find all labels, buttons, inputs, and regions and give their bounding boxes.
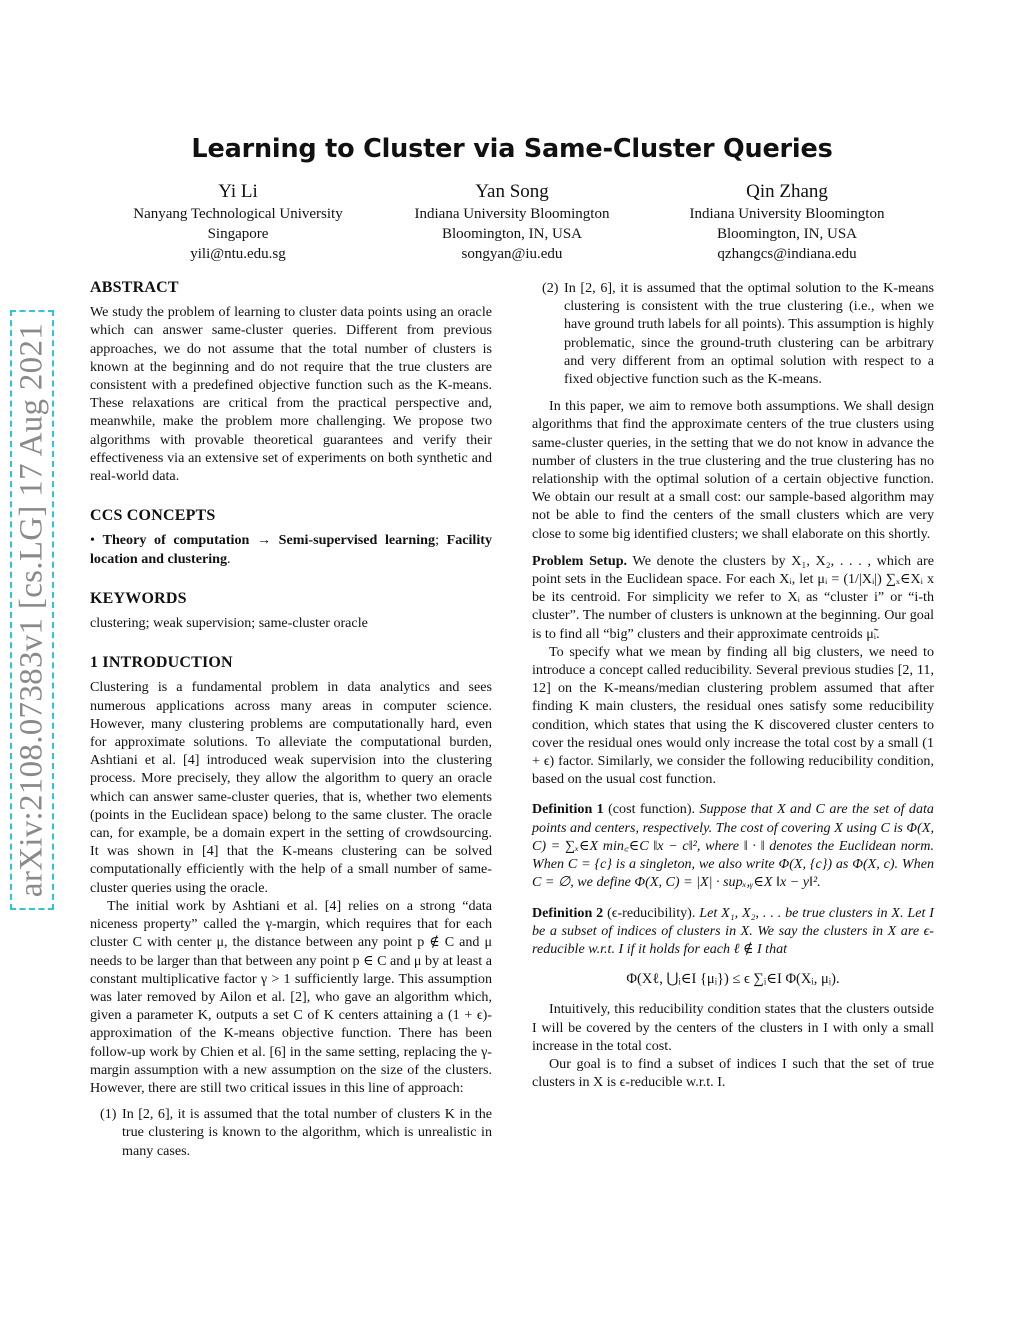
author-location: Bloomington, IN, USA <box>441 226 582 242</box>
right-column <box>532 279 934 1091</box>
problem-setup-paragraph <box>532 552 934 643</box>
ccs-arrow: → <box>249 532 279 549</box>
author-location: Bloomington, IN, USA <box>716 226 857 242</box>
author-block <box>108 182 368 264</box>
introduction-heading: 1 INTRODUCTION <box>90 654 233 672</box>
definition-1-label: Definition 1 <box>532 801 604 818</box>
definition-2-paren: (ϵ-reducibility). <box>607 904 696 921</box>
arxiv-stamp-text: arXiv:2108.07383v1 [cs.LG] 17 Aug 2021 <box>13 322 50 898</box>
abstract-text: We study the problem of learning to cluster data points using an oracle which can answer same-cluster queries. Different from previous approaches, we do not assume that the total number of clusters is known at the beginning and do not require that the true clusters are consistent with a predefined objective function such as the K-means. These relaxations are critical from the practical perspective and, meanwhile, make the problem more challenging. We propose two algorithms with provable theoretical guarantees and verify their effectiveness via an extensive set of experiments on both synthetic and real-world data. <box>90 304 492 485</box>
author-block <box>657 182 917 264</box>
ccs-sep: ; <box>435 532 447 549</box>
list-item-text: In [2, 6], it is assumed that the total number of clusters K in the true clustering is known to the algorithm, which is unrealistic in many cases. <box>122 1106 492 1159</box>
closing-paragraph-2: Our goal is to find a subset of indices I such that the set of true clusters in X is ϵ-reducible w.r.t. I. <box>532 1055 934 1091</box>
author-name: Qin Zhang <box>746 181 828 202</box>
author-affiliation: Indiana University Bloomington <box>414 206 610 222</box>
abstract-heading: ABSTRACT <box>90 279 179 296</box>
reducibility-formula: Φ(Xℓ, ⋃ᵢ∈I {μᵢ}) ≤ ϵ ∑ᵢ∈I Φ(Xᵢ, μᵢ). <box>626 971 840 988</box>
ccs-bullet: • <box>90 532 95 549</box>
definition-2-text: Let X₁, X₂, . . . be true clusters in X. Let I be a subset of indices of clusters in X. We say the clusters in X are ϵ-reducible w.r.t. I if it holds for each ℓ ∉ I that <box>532 904 934 957</box>
list-item <box>90 1105 492 1160</box>
author-name: Yan Song <box>475 181 549 202</box>
definition-2-label: Definition 2 <box>532 904 604 921</box>
ccs-part3: Facility location and clustering <box>90 532 492 567</box>
problem-setup-text: We denote the clusters by X₁, X₂, . . . , which are point sets in the Euclidean space. For each Xᵢ, let μᵢ = (1/|Xᵢ|) ∑ₓ∈Xᵢ x be its centroid. For simplicity we refer to Xᵢ as “cluster i” or “i-th cluster”. The number of clusters is unknown at the beginning. Our goal is to find all “big” clusters and their approximate centroids μ̃ᵢ. <box>532 552 934 642</box>
keywords-heading: KEYWORDS <box>90 589 187 607</box>
reducibility-paragraph: To specify what we mean by finding all big clusters, we need to introduce a concept called reducibility. Several previous studies [2, 11, 12] on the K-means/median clustering problem assumed that after finding K main clusters, the residual ones satisfy some reducibility condition, which states that using the K discovered cluster centers to cover the residual ones would only increase the total cost by a small (1 + ϵ) factor. Similarly, we consider the following reducibility condition, based on the usual cost function. <box>532 643 934 788</box>
author-location: Singapore <box>207 226 269 242</box>
keywords-text: clustering; weak supervision; same-cluster oracle <box>90 615 368 632</box>
left-column <box>90 279 492 1160</box>
author-affiliation: Nanyang Technological University <box>133 206 343 222</box>
intro-paragraph-2: The initial work by Ashtiani et al. [4] relies on a strong “data niceness property” called the γ-margin, which requires that for each cluster C with center μ, the distance between any point p ∉ C and μ needs to be larger than that between any point p ∈ C and μ by at least a constant multiplicative factor γ > 1 sufficiently large. This assumption was later removed by Ailon et al. [2], who gave an algorithm which, given a parameter K, outputs a set C of K centers attaining a (1 + ϵ)-approximation of the K-means objective function. There has been follow-up work by Chien et al. [6] in the same setting, replacing the γ-margin assumption with a new assumption on the size of the clusters. However, there are still two critical issues in this line of approach: <box>90 897 492 1096</box>
definition-1 <box>532 800 934 891</box>
intro-paragraph-1: Clustering is a fundamental problem in data analytics and sees numerous applications across many areas in computer science. However, many clustering problems are computationally hard, even for approximate solutions. To alleviate the computational burden, Ashtiani et al. [4] introduced weak supervision into the clustering process. More precisely, they allow the algorithm to query an oracle which can answer same-cluster queries, that is, whether two elements (points in the Euclidean space) belong to the same cluster. The oracle can, for example, be a domain expert in the setting of crowdsourcing. It was shown in [4] that the K-means clustering can be solved computationally efficiently with the help of a small number of same-cluster queries using the oracle. <box>90 679 492 896</box>
list-item-text: In [2, 6], it is assumed that the optimal solution to the K-means clustering is consistent with the true clustering (i.e., when we have ground truth labels for all points). This assumption is highly problematic, since the ground-truth clustering can be arbitrary and very different from an optimal solution with respect to a fixed objective function such as the K-means. <box>564 280 934 388</box>
definition-1-text: Suppose that X and C are the set of data points and centers, respectively. The cost of covering X using C is Φ(X, C) = ∑ₓ∈X min꜀∈C ‖x − c‖², where ‖ · ‖ denotes the Euclidean norm. When C = {c} is a singleton, we also write Φ(X, {c}) as Φ(X, c). When C = ∅, we define Φ(X, C) = |X| · supₓ,ᵧ∈X ‖x − y‖². <box>532 801 934 891</box>
problem-setup-label: Problem Setup. <box>532 552 628 569</box>
paper-title: Learning to Cluster via Same-Cluster Queries <box>191 134 833 164</box>
author-block <box>382 182 642 264</box>
ccs-part1: Theory of computation <box>102 532 250 549</box>
definition-2 <box>532 904 934 959</box>
ccs-concepts <box>90 531 492 567</box>
list-item-number: (1) <box>100 1106 117 1123</box>
ccs-heading: CCS CONCEPTS <box>90 507 216 525</box>
list-item <box>532 279 934 388</box>
list-item-number: (2) <box>542 280 559 296</box>
closing-paragraph-1: Intuitively, this reducibility condition states that the clusters outside I will be covered by the centers of the clusters in I with only a small increase in the total cost. <box>532 1001 934 1054</box>
definition-1-paren: (cost function). <box>608 801 696 818</box>
arxiv-stamp <box>10 310 54 910</box>
author-affiliation: Indiana University Bloomington <box>689 206 885 222</box>
author-name: Yi Li <box>218 181 258 202</box>
author-email: qzhangcs@indiana.edu <box>717 246 857 262</box>
author-email: songyan@iu.edu <box>461 246 563 262</box>
ccs-part2: Semi-supervised learning <box>278 532 436 549</box>
intro-paragraph-3: In this paper, we aim to remove both assumptions. We shall design algorithms that find the approximate centers of the true clusters using same-cluster queries, in the setting that we do not know in advance the number of clusters in the true clustering and the true clustering has no relationship with the optimal solution of a certain objective function. We obtain our result at a small cost: our sample-based algorithm may not be able to find the centers of the small clusters which are very close to some big identified clusters; we shall elaborate on this shortly. <box>532 398 934 542</box>
author-email: yili@ntu.edu.sg <box>190 246 286 262</box>
ccs-end: . <box>227 550 231 567</box>
